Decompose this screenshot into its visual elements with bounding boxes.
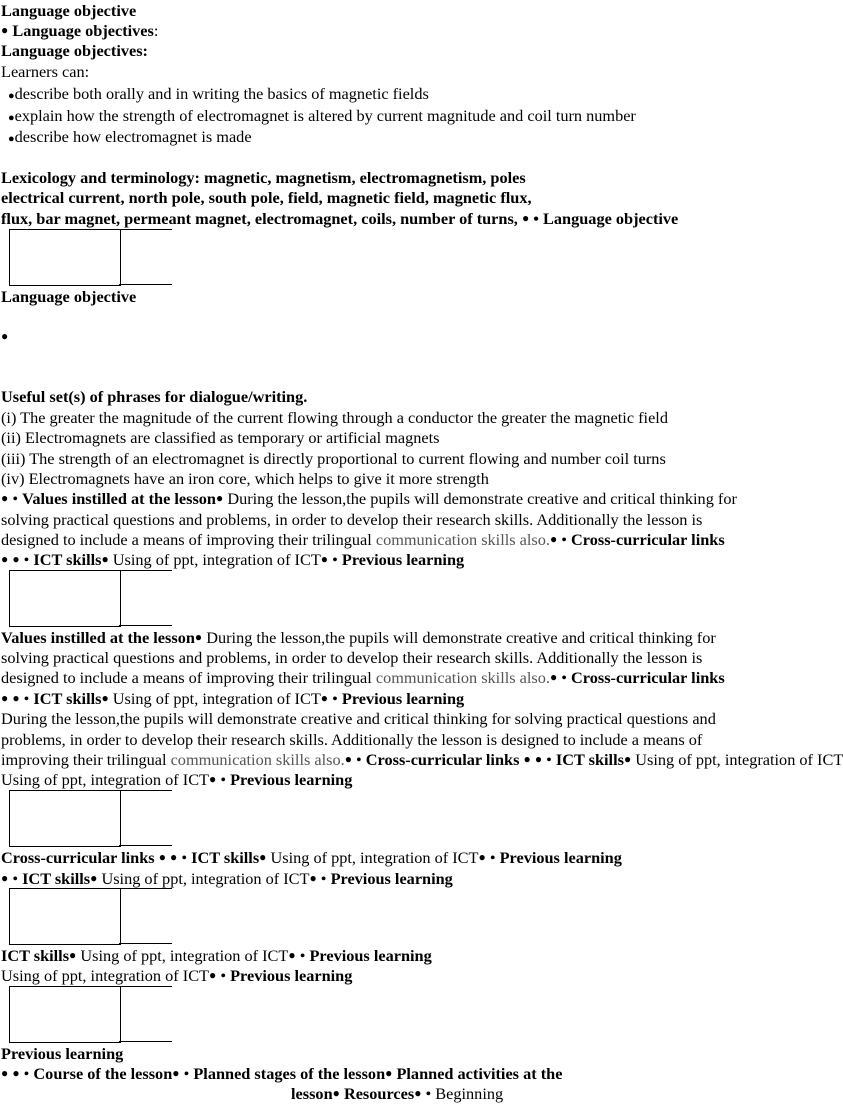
phrases-heading: Useful set(s) of phrases for dialogue/writing. <box>1 387 308 406</box>
lexicology-line-1: Lexicology and terminology: magnetic, magnetism, electromagnetism, poles <box>1 168 526 187</box>
values3-line-4: Using of ppt, integration of ICT● • Previous learning <box>1 770 353 789</box>
empty-table-cell <box>9 986 172 1042</box>
phrase-item: (iii) The strength of an electromagnet is directly proportional to current flowing and number coil turns <box>1 449 666 468</box>
objective-item: ●describe how electromagnet is made <box>8 127 252 146</box>
bullet-marker: ● <box>1 329 9 343</box>
ict-line: ● ● • ICT skills● Using of ppt, integration of ICT● • Previous learning <box>1 550 465 569</box>
empty-table-cell <box>9 888 172 944</box>
ict3-line-1: ICT skills● Using of ppt, integration of ICT● • Previous learning <box>1 946 432 965</box>
values3-line-3: improving their trilingual communication skills also.● • Cross-curricular links ● ● • ICT skills● Using of ppt, integration of ICT <box>1 750 843 769</box>
phrase-item: (i) The greater the magnitude of the current flowing through a conductor the greater the magnetic field <box>1 408 668 427</box>
values2-line-2: solving practical questions and problems, in order to develop their research skills. Additionally the lesson is <box>1 648 703 667</box>
lang-objectives-bullet-heading: ● Language objectives: <box>1 21 159 40</box>
phrase-item: (ii) Electromagnets are classified as temporary or artificial magnets <box>1 428 440 447</box>
values3-line-2: problems, in order to develop their research skills. Additionally the lesson is designed to include a means of <box>1 730 703 749</box>
previous-learning-heading: Previous learning <box>1 1044 124 1063</box>
values3-line-1: During the lesson,the pupils will demonstrate creative and critical thinking for solving practical questions and <box>1 709 716 728</box>
values-line-3: designed to include a means of improving their trilingual communication skills also.● • Cross-curricular links <box>1 530 725 549</box>
learners-can-text: Learners can: <box>1 62 90 81</box>
objective-item: ●describe both orally and in writing the basics of magnetic fields <box>8 84 429 103</box>
ict2-line: ● ● • ICT skills● Using of ppt, integration of ICT● • Previous learning <box>1 689 465 708</box>
lexicology-line-3: flux, bar magnet, permeant magnet, electromagnet, coils, number of turns, ● • Language objective <box>1 209 679 228</box>
empty-table-cell <box>9 570 172 626</box>
phrase-item: (iv) Electromagnets have an iron core, which helps to give it more strength <box>1 469 489 488</box>
lexicology-line-2: electrical current, north pole, south pole, field, magnetic field, magnetic flux, <box>1 188 532 207</box>
values2-line-3: designed to include a means of improving their trilingual communication skills also.● • Cross-curricular links <box>1 668 725 687</box>
values-line-2: solving practical questions and problems, in order to develop their research skills. Additionally the lesson is <box>1 510 703 529</box>
lang-objectives-heading: Language objectives: <box>1 41 148 60</box>
cross-line-2: ● • ICT skills● Using of ppt, integration of ICT● • Previous learning <box>1 869 453 888</box>
ict3-line-2: Using of ppt, integration of ICT● • Previous learning <box>1 966 353 985</box>
course-line: ● ● • Course of the lesson● • Planned stages of the lesson● Planned activities at the <box>1 1064 563 1083</box>
empty-table-cell <box>9 229 172 285</box>
values-line-1: ● • Values instilled at the lesson● During the lesson,the pupils will demonstrate creative and critical thinking for <box>1 489 737 508</box>
lang-objective-title: Language objective <box>1 1 137 20</box>
cross-line-1: Cross-curricular links ● ● • ICT skills● Using of ppt, integration of ICT● • Previous learning <box>1 848 622 867</box>
lang-objective-repeat: Language objective <box>1 287 137 306</box>
empty-table-cell <box>9 790 172 846</box>
course-line-2: lesson● Resources● • Beginning <box>291 1084 504 1103</box>
objective-item: ●explain how the strength of electromagnet is altered by current magnitude and coil turn number <box>8 106 636 125</box>
values2-line-1: Values instilled at the lesson● During the lesson,the pupils will demonstrate creative and critical thinking for <box>1 628 716 647</box>
